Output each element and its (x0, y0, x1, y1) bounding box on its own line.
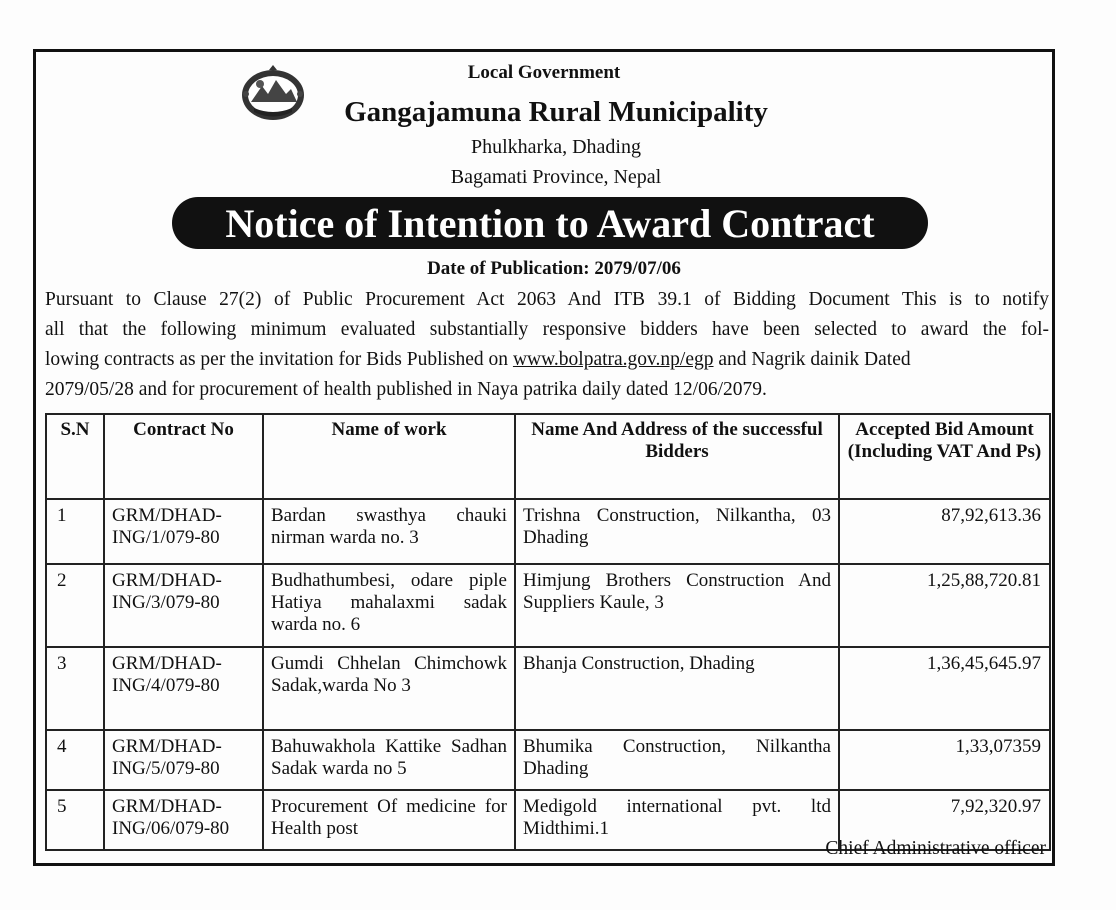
cell-bidder: Trishna Construction, Nilkantha, 03 Dhading (515, 499, 839, 564)
cell-contract-no: GRM/DHAD-ING/5/079-80 (104, 730, 263, 790)
cell-bidder: Himjung Brothers Construction And Suppliers Kaule, 3 (515, 564, 839, 647)
cell-bidder: Bhumika Construction, Nilkantha Dhading (515, 730, 839, 790)
paragraph-line: 2079/05/28 and for procurement of health published in Naya patrika daily dated 12/06/2079. (45, 379, 767, 400)
cell-work: Bardan swasthya chauki nirman warda no. 3 (263, 499, 515, 564)
notice-paragraph (45, 285, 1049, 405)
notice (33, 49, 1055, 866)
header-contract-no: Contract No (104, 414, 263, 499)
table-row (46, 730, 1050, 790)
table-row (46, 499, 1050, 564)
cell-amount: 1,25,88,720.81 (839, 564, 1050, 647)
signature-title: Chief Administrative officer (825, 838, 1046, 859)
table-row (46, 647, 1050, 730)
publication-date: Date of Publication: 2079/07/06 (427, 258, 681, 279)
cell-amount: 1,36,45,645.97 (839, 647, 1050, 730)
cell-work: Bahuwakhola Kattike Sadhan Sadak warda no 5 (263, 730, 515, 790)
cell-contract-no: GRM/DHAD-ING/1/079-80 (104, 499, 263, 564)
paragraph-line: Pursuant to Clause 27(2) of Public Procurement Act 2063 And ITB 39.1 of Bidding Document This is to notify (45, 289, 1049, 310)
address-line-1: Phulkharka, Dhading (471, 136, 641, 158)
bolpatra-link[interactable]: www.bolpatra.gov.np/egp (512, 349, 714, 370)
cell-contract-no: GRM/DHAD-ING/3/079-80 (104, 564, 263, 647)
paragraph-text: and Nagrik dainik Dated (713, 349, 911, 370)
cell-amount: 87,92,613.36 (839, 499, 1050, 564)
cell-work: Procurement Of medicine for Health post (263, 790, 515, 850)
header-bidder: Name And Address of the successful Bidders (515, 414, 839, 499)
table-row (46, 564, 1050, 647)
cell-amount: 7,92,320.97 (839, 790, 1050, 850)
address-line-2: Bagamati Province, Nepal (450, 166, 662, 188)
notice-title: Notice of Intention to Award Contract (172, 197, 928, 249)
paragraph-line: all that the following minimum evaluated substantially responsive bidders have been selected to award the fol- (45, 319, 1049, 340)
cell-sn: 2 (46, 564, 104, 647)
paragraph-line (45, 345, 1049, 375)
table-header-row (46, 414, 1050, 499)
header-work: Name of work (263, 414, 515, 499)
cell-bidder: Bhanja Construction, Dhading (515, 647, 839, 730)
cell-contract-no: GRM/DHAD-ING/4/079-80 (104, 647, 263, 730)
cell-sn: 1 (46, 499, 104, 564)
cell-sn: 5 (46, 790, 104, 850)
paragraph-text: lowing contracts as per the invitation for Bids Published on (45, 349, 513, 370)
municipality-name: Gangajamuna Rural Municipality (344, 96, 768, 128)
cell-sn: 3 (46, 647, 104, 730)
cell-work: Gumdi Chhelan Chimchowk Sadak,warda No 3 (263, 647, 515, 730)
cell-sn: 4 (46, 730, 104, 790)
cell-contract-no: GRM/DHAD-ING/06/079-80 (104, 790, 263, 850)
header-sn: S.N (46, 414, 104, 499)
local-government-label: Local Government (467, 62, 621, 83)
cell-amount: 1,33,07359 (839, 730, 1050, 790)
header-amount: Accepted Bid Amount (Including VAT And Ps) (839, 414, 1050, 499)
awards-table (45, 413, 1051, 851)
cell-bidder: Medigold international pvt. ltd Midthimi.1 (515, 790, 839, 850)
cell-work: Budhathumbesi, odare piple Hatiya mahalaxmi sadak warda no. 6 (263, 564, 515, 647)
